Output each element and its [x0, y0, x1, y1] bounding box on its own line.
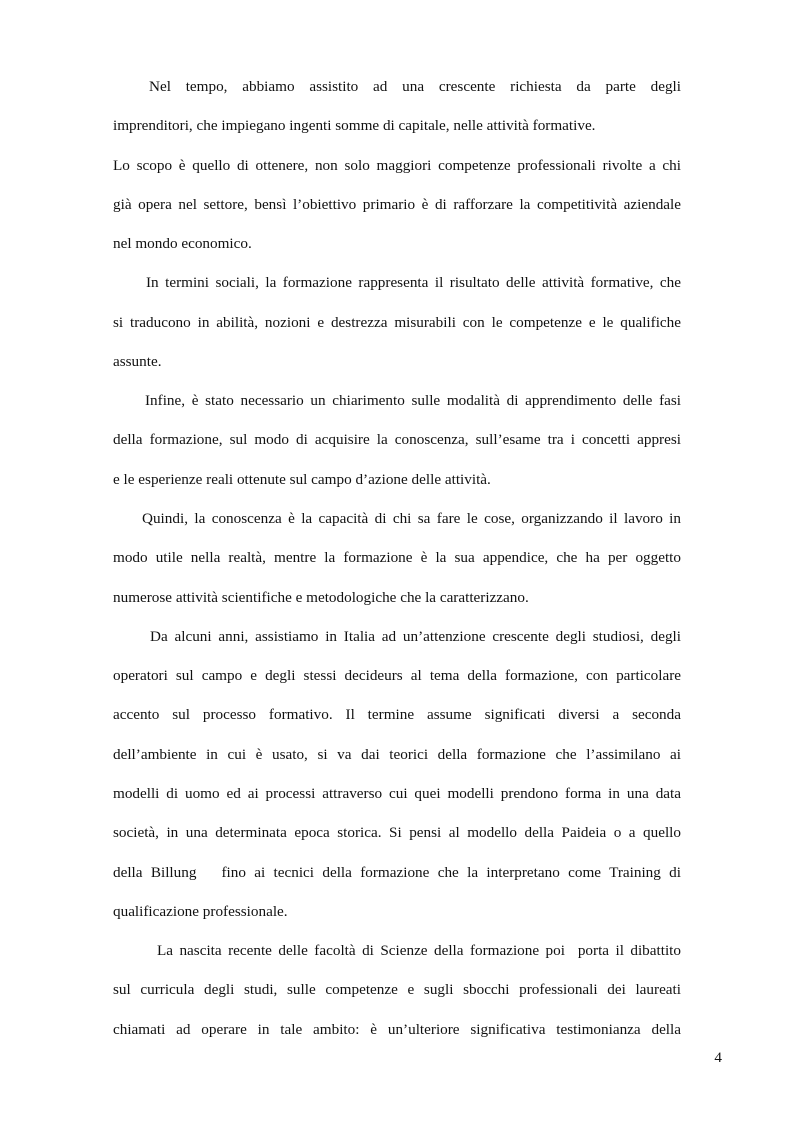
text-line: sul curricula degli studi, sulle competenze e sugli sbocchi professionali dei laureati — [113, 981, 681, 998]
text-line: si traducono in abilità, nozioni e destrezza misurabili con le competenze e le qualifiche — [113, 314, 681, 331]
text-line: modelli di uomo ed ai processi attraverso cui quei modelli prendono forma in una data — [113, 785, 681, 802]
text-line: modo utile nella realtà, mentre la formazione è la sua appendice, che ha per oggetto — [113, 549, 681, 566]
text-line: Da alcuni anni, assistiamo in Italia ad un’attenzione crescente degli studiosi, degli — [150, 628, 681, 645]
text-line: accento sul processo formativo. Il termine assume significati diversi a seconda — [113, 706, 681, 723]
text-line: imprenditori, che impiegano ingenti somme di capitale, nelle attività formative. — [113, 117, 596, 134]
text-line: chiamati ad operare in tale ambito: è un’ulteriore significativa testimonianza della — [113, 1021, 681, 1038]
text-line: qualificazione professionale. — [113, 903, 288, 920]
page-number: 4 — [714, 1049, 722, 1066]
text-line: già opera nel settore, bensì l’obiettivo primario è di rafforzare la competitività aziendale — [113, 196, 681, 213]
text-line: Infine, è stato necessario un chiarimento sulle modalità di apprendimento delle fasi — [145, 392, 681, 409]
text-line: In termini sociali, la formazione rappresenta il risultato delle attività formative, che — [146, 274, 681, 291]
text-line: operatori sul campo e degli stessi decideurs al tema della formazione, con particolare — [113, 667, 681, 684]
text-line: assunte. — [113, 353, 162, 370]
text-line: La nascita recente delle facoltà di Scienze della formazione poi porta il dibattito — [157, 942, 681, 959]
text-line: società, in una determinata epoca storica. Si pensi al modello della Paideia o a quello — [113, 824, 681, 841]
text-line: della Billung fino ai tecnici della formazione che la interpretano come Training di — [113, 864, 681, 881]
text-line: della formazione, sul modo di acquisire la conoscenza, sull’esame tra i concetti appresi — [113, 431, 681, 448]
text-line: e le esperienze reali ottenute sul campo d’azione delle attività. — [113, 471, 491, 488]
text-line: nel mondo economico. — [113, 235, 252, 252]
text-line: dell’ambiente in cui è usato, si va dai teorici della formazione che l’assimilano ai — [113, 746, 681, 763]
text-line: Quindi, la conoscenza è la capacità di chi sa fare le cose, organizzando il lavoro in — [142, 510, 681, 527]
text-line: numerose attività scientifiche e metodologiche che la caratterizzano. — [113, 589, 529, 606]
text-line: Nel tempo, abbiamo assistito ad una crescente richiesta da parte degli — [149, 78, 681, 95]
text-line: Lo scopo è quello di ottenere, non solo maggiori competenze professionali rivolte a chi — [113, 157, 681, 174]
